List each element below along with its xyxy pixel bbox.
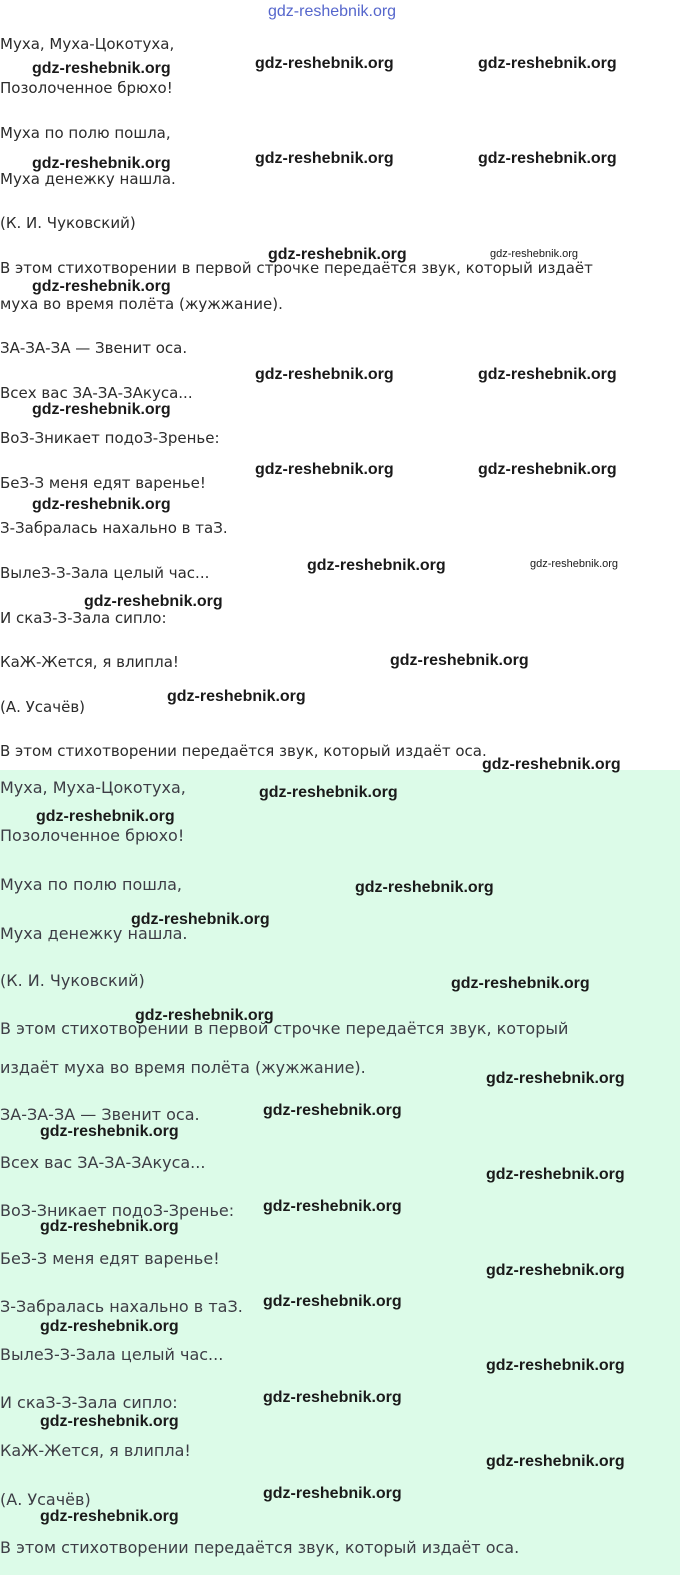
explanation-line: издаёт муха во время полёта (жужжание).: [0, 1058, 366, 1077]
watermark: gdz-reshebnik.org: [255, 461, 394, 478]
poem-author: (К. И. Чуковский): [0, 971, 145, 990]
watermark: gdz-reshebnik.org: [259, 784, 398, 801]
poem-line: Муха денежку нашла.: [0, 924, 188, 943]
watermark: gdz-reshebnik.org: [40, 1123, 179, 1140]
watermark: gdz-reshebnik.org: [263, 1198, 402, 1215]
watermark: gdz-reshebnik.org: [40, 1413, 179, 1430]
poem-author: (К. И. Чуковский): [0, 214, 136, 232]
watermark: gdz-reshebnik.org: [135, 1007, 274, 1024]
watermark: gdz-reshebnik.org: [307, 557, 446, 574]
poem-line: КаЖ-Жется, я влипла!: [0, 1441, 191, 1460]
text-section-1: [0, 0, 680, 770]
poem-line: ВоЗ-Зникает подоЗ-Зренье:: [0, 429, 220, 447]
watermark: gdz-reshebnik.org: [263, 1102, 402, 1119]
watermark: gdz-reshebnik.org: [167, 688, 306, 705]
poem-line: Позолоченное брюхо!: [0, 79, 173, 97]
poem-line: ВоЗ-Зникает подоЗ-Зренье:: [0, 1201, 235, 1220]
watermark: gdz-reshebnik.org: [451, 975, 590, 992]
poem-line: ЗА-ЗА-ЗА — Звенит оса.: [0, 1105, 200, 1124]
watermark: gdz-reshebnik.org: [482, 756, 621, 773]
poem-author: (А. Усачёв): [0, 1490, 91, 1509]
poem-line: ВылеЗ-З-Зала целый час...: [0, 564, 210, 582]
conclusion-line: В этом стихотворении передаётся звук, который издаёт оса.: [0, 1538, 520, 1557]
watermark: gdz-reshebnik.org: [486, 1453, 625, 1470]
watermark: gdz-reshebnik.org: [390, 652, 529, 669]
watermark: gdz-reshebnik.org: [486, 1262, 625, 1279]
watermark: gdz-reshebnik.org: [490, 248, 579, 260]
text-section-2: [0, 756, 680, 1575]
watermark: gdz-reshebnik.org: [486, 1166, 625, 1183]
watermark: gdz-reshebnik.org: [40, 1508, 179, 1525]
watermark: gdz-reshebnik.org: [478, 150, 617, 167]
poem-line: КаЖ-Жется, я влипла!: [0, 653, 179, 671]
watermark: gdz-reshebnik.org: [530, 558, 619, 570]
watermark: gdz-reshebnik.org: [486, 1070, 625, 1087]
watermark: gdz-reshebnik.org: [255, 150, 394, 167]
watermark: gdz-reshebnik.org: [32, 401, 171, 418]
watermark: gdz-reshebnik.org: [478, 55, 617, 72]
explanation-line: муха во время полёта (жужжание).: [0, 295, 283, 313]
watermark: gdz-reshebnik.org: [40, 1318, 179, 1335]
watermark: gdz-reshebnik.org: [268, 246, 407, 263]
poem-line: Всех вас ЗА-ЗА-ЗАкуса...: [0, 384, 193, 402]
watermark: gdz-reshebnik.org: [131, 911, 270, 928]
explanation-line: В этом стихотворении в первой строчке передаётся звук, который: [0, 1019, 569, 1038]
poem-line: З-Забралась нахально в таЗ.: [0, 1297, 243, 1316]
poem-line: Муха по полю пошла,: [0, 124, 171, 142]
watermark: gdz-reshebnik.org: [355, 879, 494, 896]
poem-author: (А. Усачёв): [0, 698, 86, 716]
watermark: gdz-reshebnik.org: [263, 1293, 402, 1310]
watermark: gdz-reshebnik.org: [255, 366, 394, 383]
watermark: gdz-reshebnik.org: [486, 1357, 625, 1374]
watermark: gdz-reshebnik.org: [32, 155, 171, 172]
poem-line: Муха по полю пошла,: [0, 875, 183, 894]
watermark: gdz-reshebnik.org: [84, 593, 223, 610]
poem-line: ЗА-ЗА-ЗА — Звенит оса.: [0, 339, 188, 357]
poem-line: Муха денежку нашла.: [0, 170, 176, 188]
watermark: gdz-reshebnik.org: [263, 1485, 402, 1502]
watermark: gdz-reshebnik.org: [32, 278, 171, 295]
poem-line: БеЗ-З меня едят варенье!: [0, 1249, 220, 1268]
watermark: gdz-reshebnik.org: [263, 1389, 402, 1406]
watermark: gdz-reshebnik.org: [255, 55, 394, 72]
poem-line: ВылеЗ-З-Зала целый час...: [0, 1345, 224, 1364]
poem-line: И скаЗ-З-Зала сипло:: [0, 609, 167, 627]
watermark: gdz-reshebnik.org: [478, 461, 617, 478]
watermark: gdz-reshebnik.org: [36, 808, 175, 825]
poem-line: Муха, Муха-Цокотуха,: [0, 35, 175, 53]
poem-line: Муха, Муха-Цокотуха,: [0, 778, 186, 797]
watermark: gdz-reshebnik.org: [40, 1218, 179, 1235]
explanation-line: В этом стихотворении в первой строчке передаётся звук, который издаёт: [0, 259, 593, 277]
poem-line: Позолоченное брюхо!: [0, 826, 185, 845]
poem-line: З-Забралась нахально в таЗ.: [0, 519, 228, 537]
poem-line: Всех вас ЗА-ЗА-ЗАкуса...: [0, 1153, 206, 1172]
watermark: gdz-reshebnik.org: [268, 3, 397, 20]
watermark: gdz-reshebnik.org: [32, 60, 171, 77]
watermark: gdz-reshebnik.org: [478, 366, 617, 383]
watermark: gdz-reshebnik.org: [32, 496, 171, 513]
poem-line: БеЗ-З меня едят варенье!: [0, 474, 206, 492]
conclusion-line: В этом стихотворении передаётся звук, который издаёт оса.: [0, 742, 487, 760]
poem-line: И скаЗ-З-Зала сипло:: [0, 1393, 178, 1412]
